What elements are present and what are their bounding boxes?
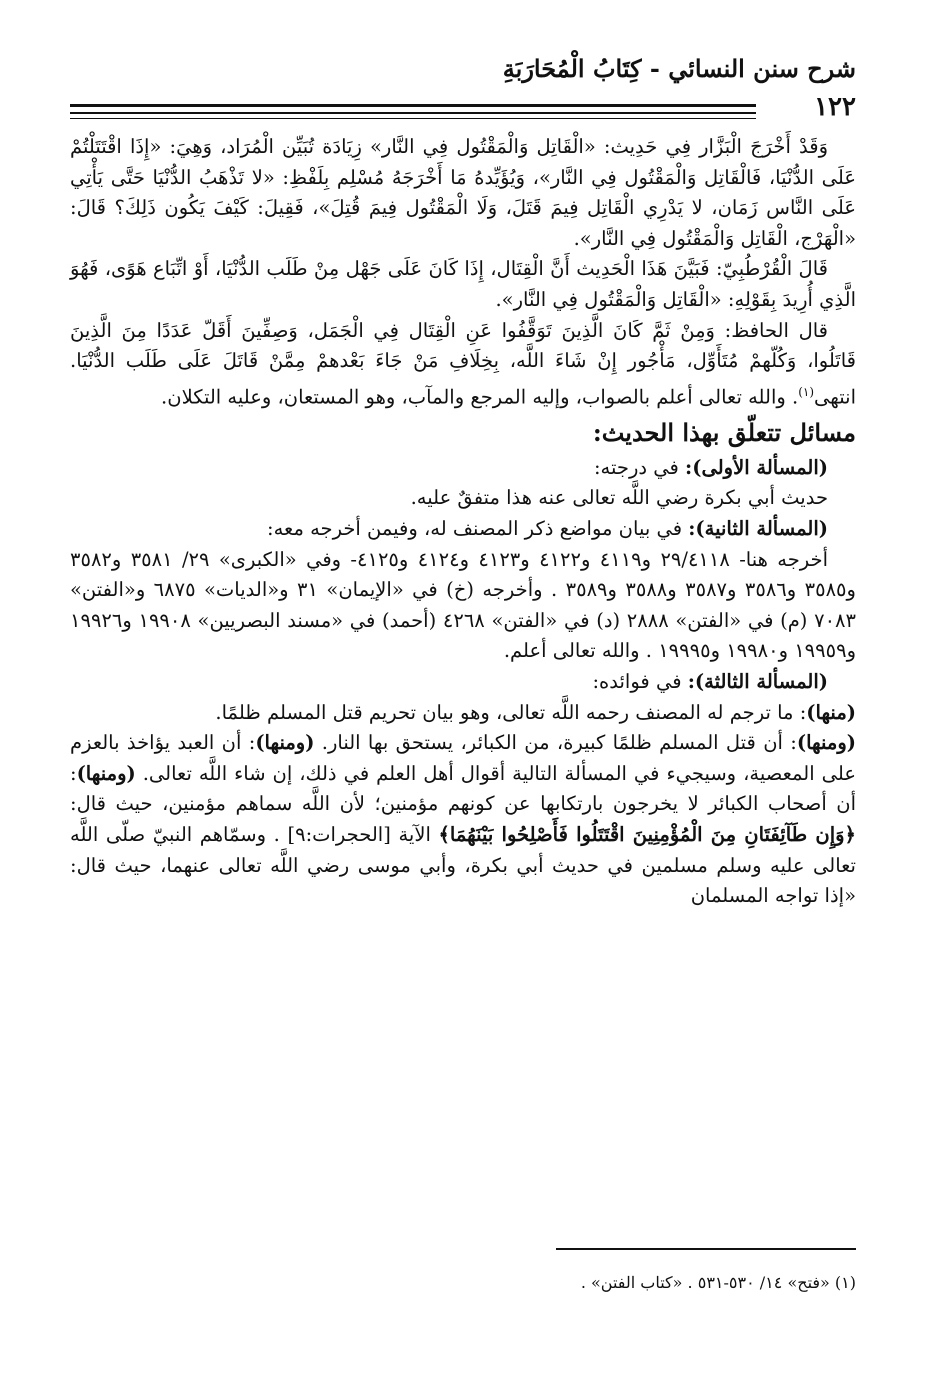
paragraph-text: . والله تعالى أعلم بالصواب، وإليه المرجع والمآب، وهو المستعان، وعليه التكلان. <box>161 385 799 409</box>
benefit-label: (ومنها) <box>255 731 315 755</box>
paragraph: وَقَدْ أَخْرَجَ الْبَزَّار فِي حَدِيث: «الْقَاتِل وَالْمَقْتُول فِي النَّار» زِيَادَة تُبَيِّن الْمُرَاد، وَهِيَ: «إِذَا اقْتَتَلْتُمْ عَلَى الدُّنْيَا، فَالْقَاتِل وَالْمَقْتُول فِي النَّار»، وَيُؤَيِّدهُ مَا أَخْرَجَهُ مُسْلِم بِلَفْظِ: «لا تَذْهَبُ الدُّنْيَا حَتَّى يَأْتِي عَلَى النَّاس زَمَان، لا يَدْرِي الْقَاتِل فِيمَ قَتَلَ، وَلَا الْمَقْتُول فِيمَ قُتِلَ»، فَقِيلَ: كَيْفَ يَكُون ذَلِكَ؟ قَالَ: «الْهَرْج، الْقَاتِل وَالْمَقْتُول فِي النَّار». <box>70 135 856 250</box>
running-title: شرح سنن النسائي - كِتَابُ الْمُحَارَبَةِ <box>502 54 856 83</box>
paragraph-text: : أن العبد يؤاخذ بالعزم على المعصية، وسيجيء في المسألة التالية أقوال أهل العلم في ذلك، إن شاء اللَّه تعالى. <box>70 731 856 785</box>
footnote-separator <box>556 1248 856 1250</box>
page-number: ١٢٢ <box>804 92 856 122</box>
header-rule <box>70 118 756 119</box>
benefit-label: (ومنها) <box>76 761 136 785</box>
benefit-label: (ومنها) <box>796 731 856 755</box>
paragraph: حديث أبي بكرة رضي اللَّه تعالى عنه هذا متفقٌ عليه. <box>410 486 828 510</box>
question-title: (المسألة الثانية): <box>688 517 828 541</box>
quran-verse: ﴿وَإِن طَآئِفَتَانِ مِنَ الْمُؤْمِنِينَ اقْتَتَلُوا فَأَصْلِحُوا بَيْنَهُمَا﴾ <box>438 822 856 846</box>
header-rule <box>70 104 756 107</box>
question-intro: في فوائده: <box>592 670 688 693</box>
paragraph <box>70 316 856 413</box>
book-page <box>70 40 856 1330</box>
paragraph-text: : أن قتل المسلم ظلمًا كبيرة، من الكبائر، يستحق بها النار. <box>314 731 797 755</box>
paragraph-text: الآية [الحجرات:٩] . وسمّاهم النبيّ صلّى اللَّه تعالى عليه وسلم مسلمين في حديث أبي بكرة، وأبي موسى رضي اللَّه تعالى عنهما، حيث قال: «إذا تواجه المسلمان <box>70 822 856 908</box>
header-rule <box>70 112 756 114</box>
paragraph <box>70 698 856 729</box>
footnote: (١) «فتح» ١٤/ ٥٣٠-٥٣١ . «كتاب الفتن» . <box>580 1273 856 1292</box>
paragraph <box>70 728 856 912</box>
paragraph: قَالَ الْقُرْطُبِيّ: فَبَيَّنَ هَذَا الْحَدِيث أَنَّ الْقِتَال، إِذَا كَانَ عَلَى جَهْل مِنْ طَلَب الدُّنْيَا، أَوْ اتِّبَاع هَوًى، فَهُوَ الَّذِي أُرِيدَ بِقَوْلِهِ: «الْقَاتِل وَالْمَقْتُول فِي النَّار». <box>70 257 856 311</box>
question-intro: في بيان مواضع ذكر المصنف له، وفيمن أخرجه معه: <box>267 517 689 541</box>
question-title: (المسألة الأولى): <box>685 455 828 479</box>
paragraph-text: : أن أصحاب الكبائر لا يخرجون بارتكابها عن كونهم مؤمنين؛ لأن اللَّه سماهم مؤمنين، حيث قال: <box>70 761 856 816</box>
footnote-marker: (١) <box>798 384 815 399</box>
question-heading <box>70 453 856 484</box>
page-header <box>70 54 856 144</box>
question-heading <box>70 514 856 545</box>
paragraph: أخرجه هنا- ٢٩/٤١١٨ و٤١١٩ و٤١٢٢ و٤١٢٣ و٤١٢٤ و٤١٢٥- وفي «الكبرى» ٢٩/ ٣٥٨١ و٣٥٨٢ و٣٥٨٥ و٣٥٨٦ و٣٥٨٧ و٣٥٨٨ و٣٥٨٩ . وأخرجه (خ) في «الإيمان» ٣١ و«الديات» ٦٨٧٥ و«الفتن» ٧٠٨٣ (م) في «الفتن» ٢٨٨٨ (د) في «الفتن» ٤٢٦٨ (أحمد) في «مسند البصريين» ١٩٩٠٨ و١٩٩٢٦ و١٩٩٥٩ و١٩٩٨٠ و١٩٩٩٥ . والله تعالى أعلم. <box>70 547 856 663</box>
section-heading: مسائل تتعلّق بهذا الحديث: <box>592 417 856 447</box>
question-title: (المسألة الثالثة): <box>687 670 828 693</box>
body-text <box>70 132 856 912</box>
question-intro: في درجته: <box>593 455 686 479</box>
question-heading <box>70 667 856 698</box>
benefit-label: (منها) <box>806 700 856 724</box>
paragraph-text: قال الحافظ: وَمِنْ ثَمَّ كَانَ الَّذِينَ تَوَقَّفُوا عَنِ الْقِتَال فِي الْجَمَل، وَصِفِّينَ أَقَلّ عَدَدًا مِنَ الَّذِينَ قَاتَلُوا، وَكُلّهمْ مُتَأَوِّل، مَأْجُور إِنْ شَاءَ اللَّه، بِخِلَافِ مَنْ جَاءَ بَعْدهمْ مِمَّنْ قَاتَلَ عَلَى طَلَب الدُّنْيَا. انتهى <box>70 318 856 409</box>
paragraph-text: : ما ترجم له المصنف رحمه اللَّه تعالى، وهو بيان تحريم قتل المسلم ظلمًا. <box>215 700 807 724</box>
